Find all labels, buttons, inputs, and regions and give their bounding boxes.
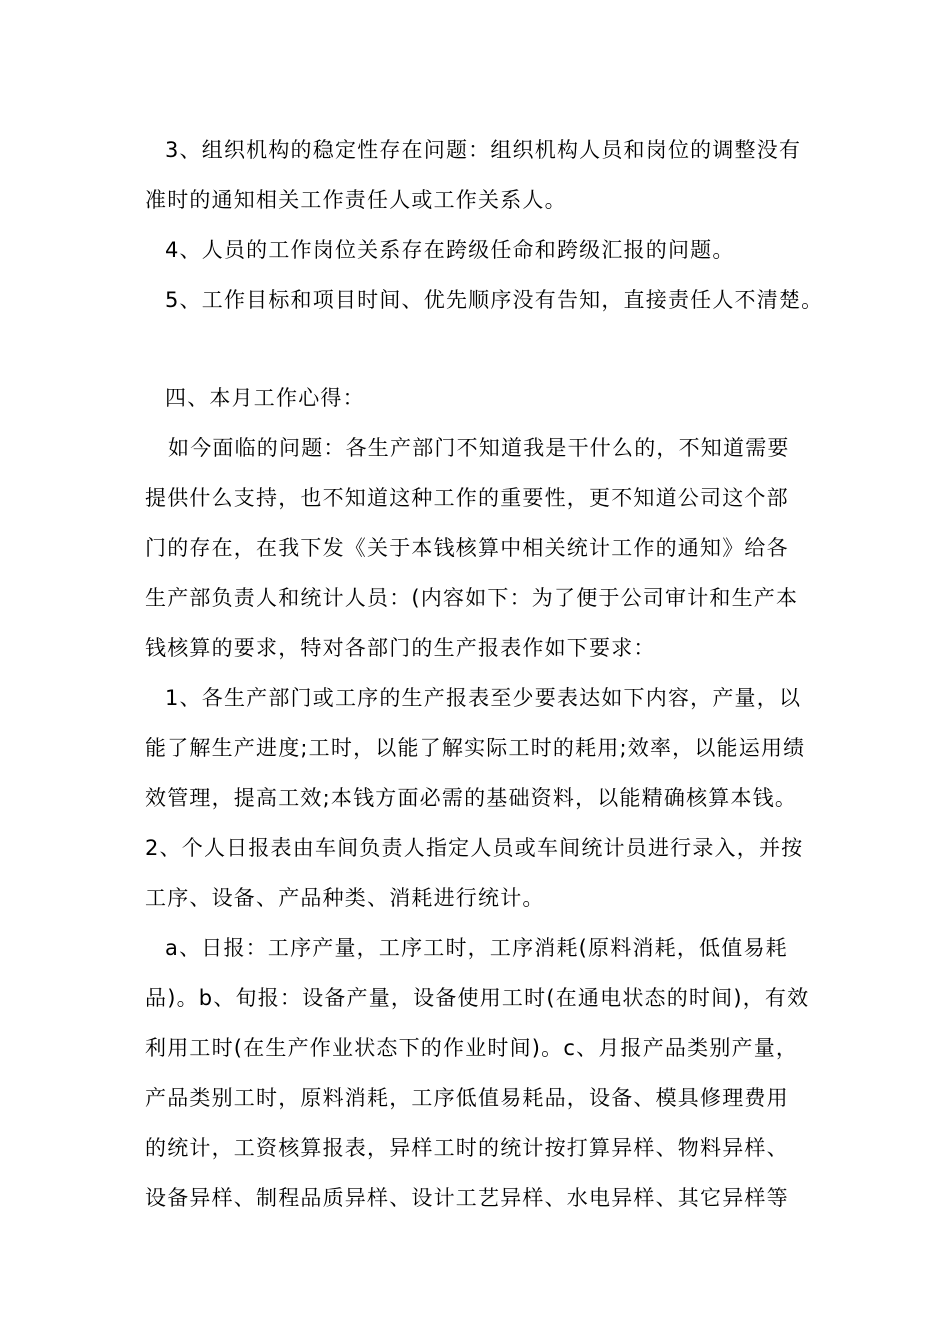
paragraph-reports-cont-1: 品)。b、旬报：设备产量，设备使用工时(在通电状态的时间)，有效 <box>145 986 810 1010</box>
paragraph-req-1: 1、各生产部门或工序的生产报表至少要表达如下内容，产量，以 <box>165 686 802 710</box>
paragraph-req-1-cont-2: 效管理，提高工效;本钱方面必需的基础资料，以能精确核算本钱。 <box>145 786 798 810</box>
section-heading: 四、本月工作心得： <box>165 386 365 410</box>
paragraph-item-3-cont: 准时的通知相关工作责任人或工作关系人。 <box>145 188 567 212</box>
paragraph-reports-cont-5: 设备异样、制程品质异样、设计工艺异样、水电异样、其它异样等 <box>145 1186 789 1210</box>
paragraph-intro-cont-2: 门的存在，在我下发《关于本钱核算中相关统计工作的通知》给各 <box>145 536 789 560</box>
paragraph-req-1-cont-1: 能了解生产进度;工时，以能了解实际工时的耗用;效率，以能运用绩 <box>145 736 806 760</box>
paragraph-req-2: 2、个人日报表由车间负责人指定人员或车间统计员进行录入，并按 <box>145 836 804 860</box>
paragraph-item-3: 3、组织机构的稳定性存在问题：组织机构人员和岗位的调整没有 <box>165 138 802 162</box>
paragraph-req-2-cont: 工序、设备、产品种类、消耗进行统计。 <box>145 886 545 910</box>
paragraph-intro-cont-1: 提供什么支持，也不知道这种工作的重要性，更不知道公司这个部 <box>145 486 789 510</box>
paragraph-intro-cont-4: 钱核算的要求，特对各部门的生产报表作如下要求： <box>145 636 656 660</box>
paragraph-intro: 如今面临的问题：各生产部门不知道我是干什么的，不知道需要 <box>168 436 790 460</box>
paragraph-reports-cont-4: 的统计，工资核算报表，异样工时的统计按打算异样、物料异样、 <box>145 1136 789 1160</box>
paragraph-reports: a、日报：工序产量，工序工时，工序消耗(原料消耗，低值易耗 <box>165 936 788 960</box>
paragraph-item-5: 5、工作目标和项目时间、优先顺序没有告知，直接责任人不清楚。 <box>165 288 824 312</box>
paragraph-reports-cont-3: 产品类别工时，原料消耗，工序低值易耗品，设备、模具修理费用 <box>145 1086 789 1110</box>
paragraph-intro-cont-3: 生产部负责人和统计人员：(内容如下：为了便于公司审计和生产本 <box>145 586 799 610</box>
paragraph-reports-cont-2: 利用工时(在生产作业状态下的作业时间)。c、月报产品类别产量， <box>145 1036 799 1060</box>
paragraph-item-4: 4、人员的工作岗位关系存在跨级任命和跨级汇报的问题。 <box>165 238 735 262</box>
